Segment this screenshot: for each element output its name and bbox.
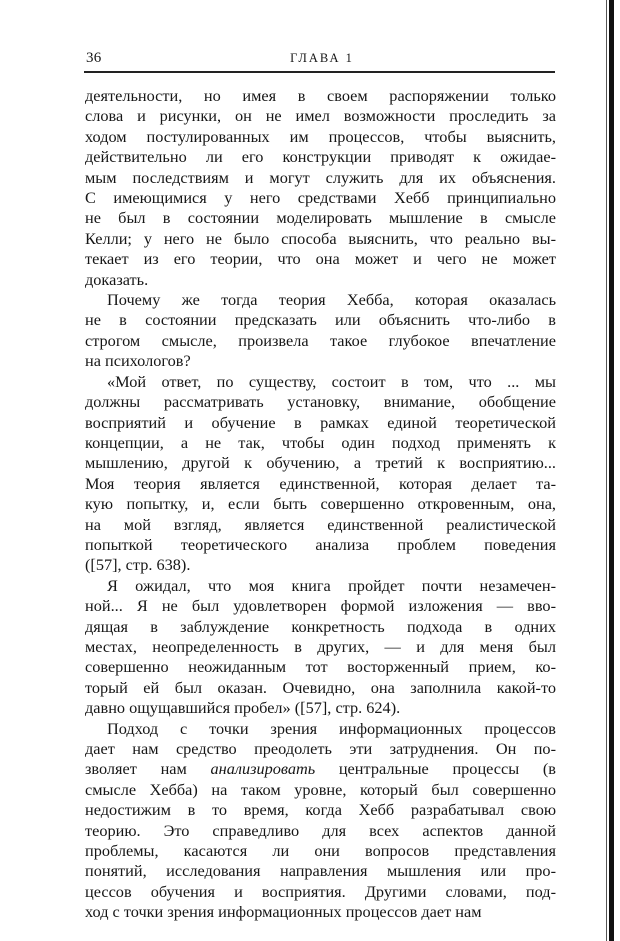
text-line: Я ожидал, что моя книга пройдет почти незамечен- — [107, 575, 556, 595]
text-line: текает из его теории, что она может и чего не может — [85, 249, 556, 269]
text-line: недостижим в то время, когда Хебб разрабатывал свою — [85, 800, 556, 820]
text-line: мым последствиям и могут служить для их объяснения. — [85, 167, 556, 187]
text-line: строгом смысле, произвела такое глубокое впечатление — [85, 330, 556, 350]
paragraph — [85, 576, 556, 719]
text-line: не в состоянии предсказать или объяснить что-либо в — [85, 310, 556, 330]
text-line: дящая в заблуждение конкретность подхода в одних — [85, 616, 556, 636]
text-line: смысле Хебба) на таком уровне, который был совершенно — [85, 779, 556, 799]
text-line: ной... Я не был удовлетворен формой изложения — вво- — [85, 596, 556, 616]
header-rule — [84, 71, 555, 73]
text-line: ходом постулированных им процессов, чтобы выяснить, — [85, 126, 556, 146]
binding-edge — [609, 0, 614, 941]
text-line: С имеющимися у него средствами Хебб принципиально — [85, 188, 556, 208]
body-text — [85, 86, 556, 923]
text-line: должны рассматривать установку, внимание, обобщение — [85, 392, 556, 412]
text-line: доказать. — [85, 269, 149, 289]
text-line: зволяет нам анализировать центральные процессы (в — [85, 759, 556, 779]
text-line: «Мой ответ, по существу, состоит в том, что ... мы — [107, 371, 556, 391]
text-line: Келли; у него не было способа выяснить, что реально вы- — [85, 228, 556, 248]
text-line: не был в состоянии моделировать мышление в смысле — [85, 208, 556, 228]
text-line: проблемы, касаются ли они вопросов представления — [85, 841, 556, 861]
text-line: слова и рисунки, он не имел возможности проследить за — [85, 106, 556, 126]
paragraph — [85, 86, 556, 290]
text-line: восприятий и обучение в рамках единой теоретической — [85, 412, 556, 432]
text-line: ([57], стр. 638). — [85, 555, 191, 575]
text-line: действительно ли его конструкции приводят к ожидае- — [85, 147, 556, 167]
text-line: теорию. Это справедливо для всех аспектов данной — [85, 820, 556, 840]
text-line: местах, неопределенность в других, — и для меня был — [85, 636, 556, 656]
text-line: деятельности, но имея в своем распоряжении только — [85, 86, 556, 105]
text-line: на психологов? — [85, 351, 191, 371]
text-line: Подход с точки зрения информационных процессов — [107, 718, 556, 738]
text-line: давно ощущавшийся пробел» ([57], стр. 624). — [85, 698, 401, 718]
text-line: совершенно неожиданным тот восторженный прием, ко- — [85, 657, 556, 677]
text-line: попыткой теоретического анализа проблем поведения — [85, 534, 556, 554]
paragraph — [85, 372, 556, 576]
page-number: 36 — [86, 50, 102, 66]
running-head: ГЛАВА 1 — [290, 51, 354, 65]
text-line: понятий, исследования направления мышления или про- — [85, 861, 556, 881]
binding-edge-shadow — [606, 0, 607, 941]
text-line: ход с точки зрения информационных процессов дает нам — [85, 902, 482, 922]
paragraph — [85, 290, 556, 372]
text-line: мышлению, другой к обучению, а третий к восприятию... — [85, 453, 556, 473]
paragraph — [85, 719, 556, 923]
text-line: Моя теория является единственной, которая делает та- — [85, 473, 556, 493]
text-line: концепции, а не так, чтобы один подход применять к — [85, 432, 556, 452]
text-line: торый ей был оказан. Очевидно, она заполнила какой-то — [85, 677, 556, 697]
text-line: Почему же тогда теория Хебба, которая оказалась — [107, 290, 556, 310]
text-line: цессов обучения и восприятия. Другими словами, под- — [85, 881, 556, 901]
text-line: на мой взгляд, является единственной реалистической — [85, 514, 556, 534]
emphasized-word: анализировать — [210, 759, 316, 779]
text-line: дает нам средство преодолеть эти затруднения. Он по- — [85, 739, 556, 758]
text-line: кую попытку, и, если быть совершенно откровенным, она, — [85, 494, 556, 514]
